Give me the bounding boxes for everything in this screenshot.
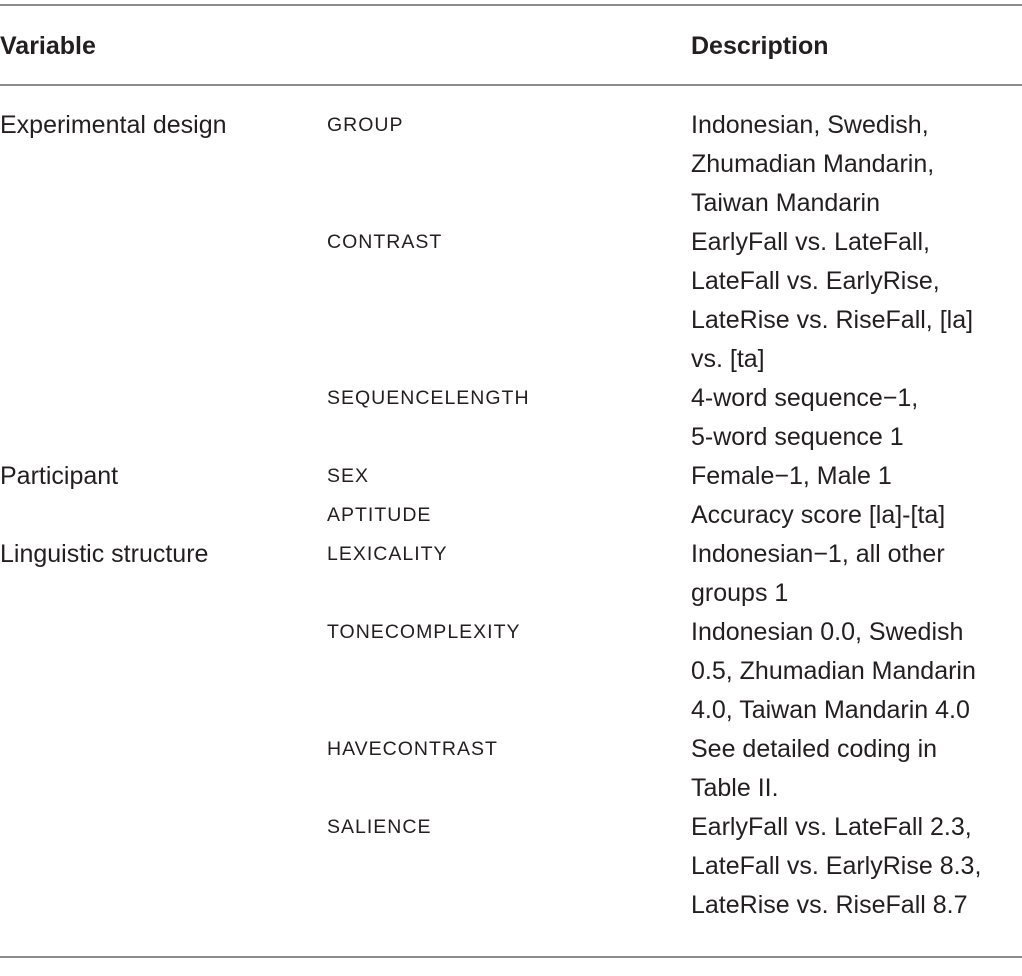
row-variable: APTITUDE — [327, 504, 432, 526]
row-description — [691, 535, 1022, 613]
row-category: Participant — [0, 462, 119, 490]
description-line: Indonesian−1, all other — [691, 540, 945, 568]
description-line: Accuracy score [la]-[ta] — [691, 501, 946, 529]
table-top-rule — [0, 4, 1022, 6]
description-line: LateFall vs. EarlyRise, — [691, 267, 940, 295]
row-category: Linguistic structure — [0, 540, 209, 568]
row-description — [691, 613, 1022, 730]
table-bottom-rule — [0, 956, 1022, 958]
row-description — [691, 106, 1022, 223]
row-variable: TONECOMPLEXITY — [327, 621, 521, 643]
row-description — [691, 457, 1022, 496]
row-variable: SEX — [327, 465, 370, 487]
description-line: LateFall vs. EarlyRise 8.3, — [691, 852, 982, 880]
table-header-rule — [0, 84, 1022, 86]
description-line: Taiwan Mandarin — [691, 189, 880, 217]
description-line: LateRise vs. RiseFall 8.7 — [691, 891, 968, 919]
description-line: Zhumadian Mandarin, — [691, 150, 935, 178]
header-variable: Variable — [0, 32, 96, 60]
row-variable: SALIENCE — [327, 816, 432, 838]
row-variable: HAVECONTRAST — [327, 738, 498, 760]
row-description — [691, 496, 1022, 535]
row-variable: LEXICALITY — [327, 543, 448, 565]
row-variable: CONTRAST — [327, 231, 443, 253]
row-description — [691, 808, 1022, 925]
row-variable: SEQUENCELENGTH — [327, 387, 530, 409]
description-line: 0.5, Zhumadian Mandarin — [691, 657, 976, 685]
description-line: 4-word sequence−1, — [691, 384, 919, 412]
row-variable: GROUP — [327, 114, 404, 136]
description-line: EarlyFall vs. LateFall 2.3, — [691, 813, 972, 841]
description-line: vs. [ta] — [691, 345, 765, 373]
description-line: See detailed coding in — [691, 735, 938, 763]
description-line: Table II. — [691, 774, 779, 802]
row-description — [691, 379, 1022, 457]
description-line: groups 1 — [691, 579, 789, 607]
row-description — [691, 223, 1022, 379]
header-description: Description — [691, 32, 829, 60]
row-category: Experimental design — [0, 111, 227, 139]
description-line: 4.0, Taiwan Mandarin 4.0 — [691, 696, 970, 724]
description-line: Female−1, Male 1 — [691, 462, 892, 490]
description-line: EarlyFall vs. LateFall, — [691, 228, 930, 256]
description-line: 5-word sequence 1 — [691, 423, 904, 451]
row-description — [691, 730, 1022, 808]
description-line: Indonesian, Swedish, — [691, 111, 929, 139]
description-line: LateRise vs. RiseFall, [la] — [691, 306, 974, 334]
description-line: Indonesian 0.0, Swedish — [691, 618, 964, 646]
